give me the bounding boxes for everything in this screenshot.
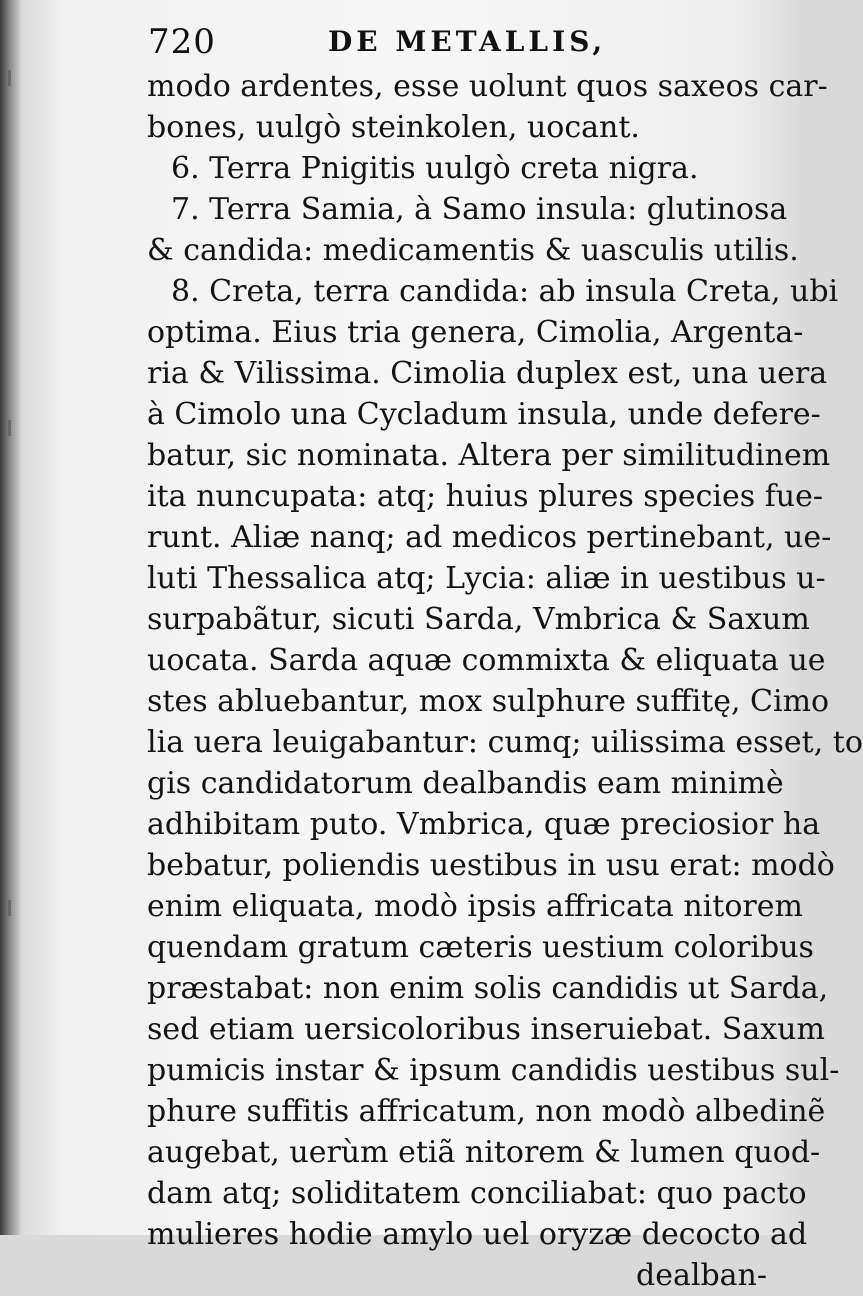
edge-mark: [8, 420, 11, 436]
text-line: quendam gratum cæteris uestium coloribus: [147, 930, 814, 965]
text-line: ita nuncupata: atq; huius plures species fue-: [147, 479, 824, 514]
text-line: 8. Creta, terra candida: ab insula Creta, ubi: [171, 274, 839, 309]
text-line: adhibitam puto. Vmbrica, quæ preciosior ha: [147, 807, 821, 842]
catchword: dealban-: [636, 1258, 767, 1293]
text-line: stes abluebantur, mox sulphure suffitę, Cimo: [147, 684, 830, 719]
binding-shadow: [0, 0, 22, 1235]
text-line: luti Thessalica atq; Lycia: aliæ in uestibus u-: [147, 561, 826, 596]
text-line: 7. Terra Samia, à Samo insula: glutinosa: [171, 192, 788, 227]
text-line: 6. Terra Pnigitis uulgò creta nigra.: [171, 151, 699, 186]
text-line: uocata. Sarda aquæ commixta & eliquata ue: [147, 643, 826, 678]
page-header: [148, 18, 758, 66]
text-line: ria & Vilissima. Cimolia duplex est, una uera: [147, 356, 828, 391]
text-line: & candida: medicamentis & uasculis utilis.: [147, 233, 799, 268]
text-line: mulieres hodie amylo uel oryzæ decocto ad: [147, 1217, 808, 1252]
text-line: à Cimolo una Cycladum insula, unde defere-: [147, 397, 821, 432]
text-line: bones, uulgò steinkolen, uocant.: [147, 110, 640, 145]
text-line: bebatur, poliendis uestibus in usu erat: modò: [147, 848, 835, 883]
text-line: sed etiam uersicoloribus inseruiebat. Saxum: [147, 1012, 825, 1047]
text-line: gis candidatorum dealbandis eam minimè: [147, 766, 784, 801]
edge-mark: [8, 70, 11, 86]
text-line: pumicis instar & ipsum candidis uestibus sul-: [147, 1053, 840, 1088]
body-text: [147, 66, 863, 1296]
text-line: surpabãtur, sicuti Sarda, Vmbrica & Saxum: [147, 602, 810, 637]
text-line: phure suffitis affricatum, non modò albedinẽ: [147, 1094, 826, 1129]
text-line: dam atq; soliditatem conciliabat: quo pacto: [147, 1176, 807, 1211]
text-line: enim eliquata, modò ipsis affricata nitorem: [147, 889, 803, 924]
text-line: augebat, uerùm etiã nitorem & lumen quod-: [147, 1135, 821, 1170]
text-line: optima. Eius tria genera, Cimolia, Argenta-: [147, 315, 804, 350]
page-number: 720: [148, 22, 216, 62]
running-head: DE METALLIS,: [328, 25, 607, 58]
edge-mark: [8, 900, 11, 916]
text-line: runt. Aliæ nanq; ad medicos pertinebant, ue-: [147, 520, 832, 555]
text-line: præstabat: non enim solis candidis ut Sarda,: [147, 971, 829, 1006]
text-line: batur, sic nominata. Altera per similitudinem: [147, 438, 831, 473]
text-line: modo ardentes, esse uolunt quos saxeos car-: [147, 69, 828, 104]
text-line: lia uera leuigabantur: cumq; uilissima esset, to: [147, 725, 863, 760]
